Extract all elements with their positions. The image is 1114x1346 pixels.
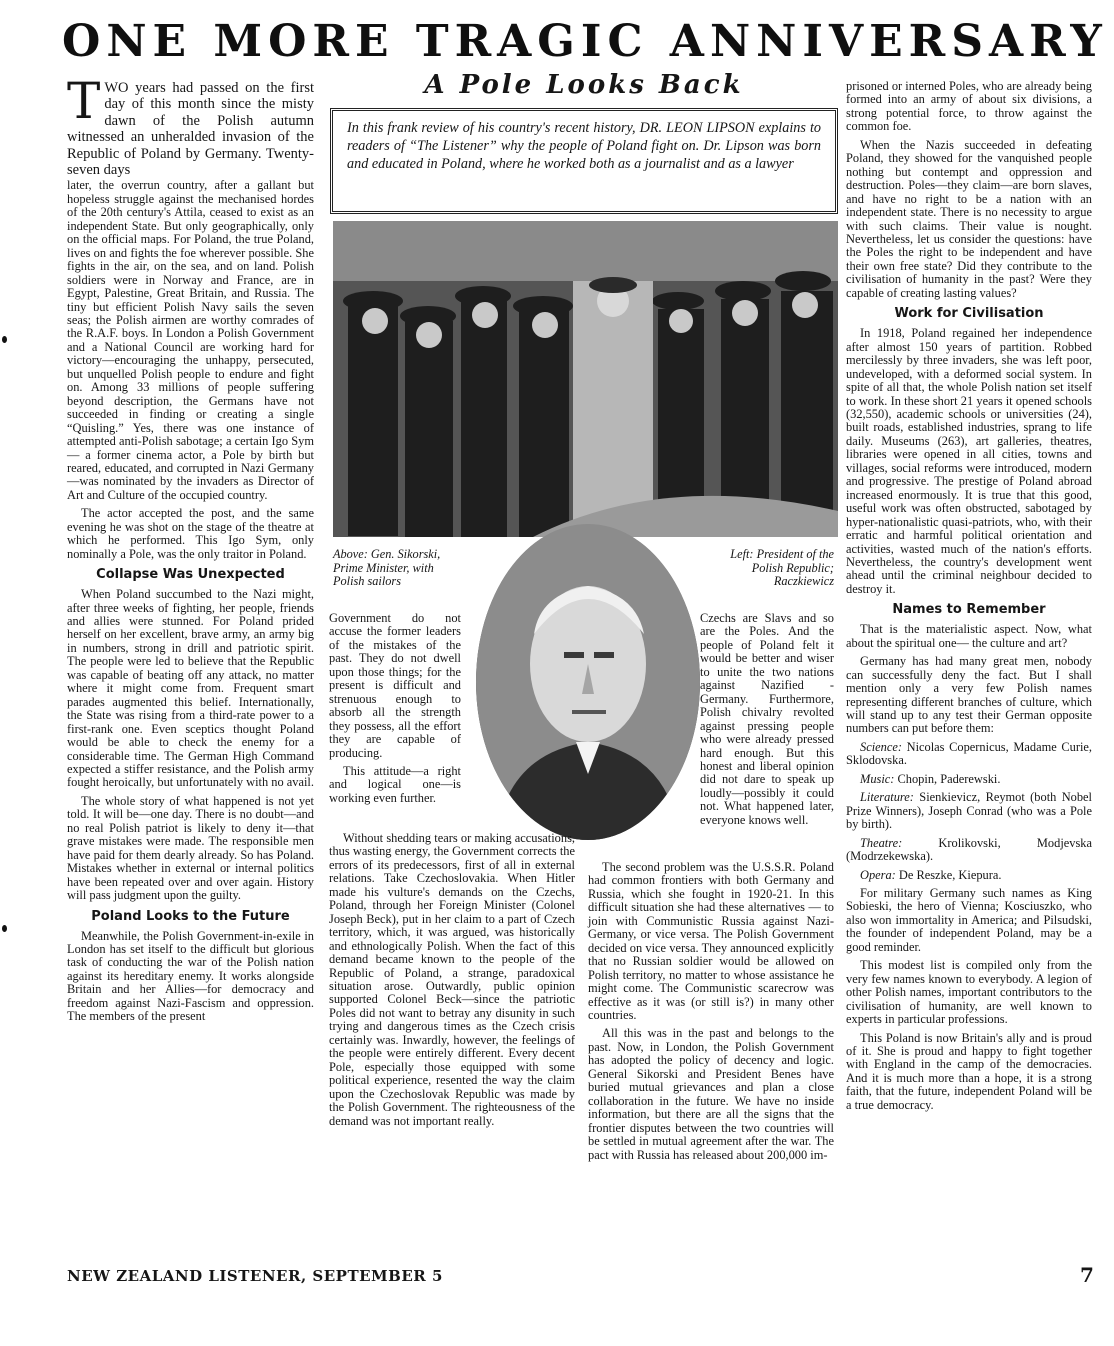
column-4 bbox=[846, 80, 1092, 1117]
paragraph: The second problem was the U.S.S.R. Poland had common frontiers with both Germany and Russia, which she fought in 1920-21. In this difficult situation she had these alternatives — to join with Communistic Russia against Nazi-Germany, or vice versa. The Polish Government decided on vice versa. They announced explicitly that no Russian soldier would be allowed on Polish territory, no matter to whose assistance he might come. The Communistic scarecrow was effective as it was (or still is?) in many other countries. bbox=[588, 860, 834, 1022]
article-subtitle: A Pole Looks Back bbox=[424, 70, 744, 100]
caption-president: Left: President of the Polish Republic; Raczkiewicz bbox=[730, 547, 834, 588]
section-heading: Poland Looks to the Future bbox=[91, 908, 290, 924]
paragraph: When Poland succumbed to the Nazi might, after three weeks of fighting, her people, friends and allies were stunned. For Poland prided herself on her excellent, brave army, an army big in numbers, strong in drill and patriotic spirit. The people were led to believe that the Republic was capable of beating off any attack, no matter where it might come from. Frequent smart parades augmented this belief. Internationally, the State was rising from a third-rate power to a first-rank one. Even sceptics thought Poland would be able to check the enemy for a considerable time. The German High Command expected a stiffer resistance, and the Polish army fought heroically, but unfortunately with no avail. bbox=[67, 587, 314, 790]
column-2 bbox=[329, 832, 575, 1133]
sailors-photo bbox=[333, 221, 838, 537]
drop-cap: T bbox=[67, 72, 101, 130]
paragraph: Meanwhile, the Polish Government-in-exile in London has set itself to the difficult but glorious task of conducting the war of the Polish nation against its hereditary enemy. It works alongside Britain and her Allies—for democracy and freedom against Nazi-Fascism and oppression. The members of the present bbox=[67, 928, 314, 1024]
section-heading: Work for Civilisation bbox=[894, 306, 1044, 322]
portrait-illustration bbox=[476, 524, 700, 840]
margin-mark bbox=[2, 925, 7, 932]
names-science: Science: Nicolas Copernicus, Madame Curie, Sklodovska. bbox=[846, 739, 1092, 768]
names-music: Music: Chopin, Paderewski. bbox=[860, 771, 1001, 786]
footer-publication: NEW ZEALAND LISTENER, SEPTEMBER 5 bbox=[67, 1267, 443, 1285]
intro-text: In this frank review of his country's recent history, DR. LEON LIPSON explains to readers of “The Listener” why the people of Poland fight on. Dr. Lipson was born and educated in Poland, where he worked both as a journalist and as a lawyer bbox=[347, 120, 821, 172]
paragraph: Without shedding tears or making accusations, thus wasting energy, the Government corrects the errors of its predecessors, first of all in external relations. Take Czechoslovakia. When Hitler made his vulture's demands on the Czechs, Poland, through her Foreign Minister (Colonel Joseph Beck), put in her claim to a part of Czech territory, which, it was argued, was historically and ethnologically Polish. When the fact of this demand became known to the people of the Republic of Poland, a strange, paradoxical situation arose. Outwardly, public opinion supported Colonel Beck—since the patriotic Poles did not want to betray any disunity in such trying and dangerous times as the Czech crisis certainly was. Inwardly, however, the feelings of the people were entirely different. Every decent Pole, especially those equipped with some political experience, resented the way the claim upon the Czechoslovak Republic was made by the Polish Government. The righteousness of the demand was not important really. bbox=[329, 831, 575, 1128]
column-1 bbox=[67, 72, 314, 1029]
names-literature: Literature: Sienkievicz, Reymot (both Nobel Prize Winners), Joseph Conrad (who was a Pole by birth). bbox=[846, 790, 1092, 832]
names-theatre: Theatre: Krolikovski, Modjevska (Modrzekewska). bbox=[846, 835, 1092, 864]
paragraph: That is the materialistic aspect. Now, what about the spiritual one— the culture and art? bbox=[846, 622, 1092, 650]
sailors-photo-illustration bbox=[333, 221, 838, 537]
caption-sailors: Above: Gen. Sikorski, Prime Minister, with Polish sailors bbox=[333, 547, 441, 588]
names-opera: Opera: De Reszke, Kiepura. bbox=[860, 867, 1002, 882]
paragraph: Government do not accuse the former leaders of the mistakes of the past. They do not dwell upon those things; for the present is difficult and strenuous enough to absorb all the strength they possess, all the effort they are capable of producing. bbox=[329, 611, 461, 760]
margin-mark bbox=[2, 336, 7, 343]
page-number: 7 bbox=[1080, 1263, 1094, 1287]
paragraph: In 1918, Poland regained her independence after almost 150 years of partition. Robbed mercilessly by three invaders, she was left poor, undeveloped, with a deformed social system. In spite of all that, the whole Polish nation set itself to work. In these short 21 years it opened schools (32,550), academic schools or universities (24), built roads, established industries, sprang to life daily. Museums (263), art galleries, theatres, libraries were opened in all cities, towns and villages, social reforms were introduced, modern and progressive. The prestige of Poland abroad increased enormously. It is true that this good, useful work was often obstructed, sabotaged by hyper-nationalistic quasi-patriots, who, with their erratic and harmful political orientation and activities, wasted much of the nation's efforts. Nevertheless, the country's development went ahead until the criminal neighbour decided to destroy it. bbox=[846, 326, 1092, 596]
column-2-upper bbox=[329, 612, 461, 810]
paragraph: This attitude—a right and logical one—is working even further. bbox=[329, 763, 461, 805]
paragraph: Czechs are Slavs and so are the Poles. And the people of Poland felt it would be better and wiser to unite the two nations against Nazified - Germany. Furthermore, Polish chivalry revolted against pressing people who were already pressed hard enough. But this honest and liberal opinion did not dare to speak up loudly—possibly it could not. What happened later, everyone knows well. bbox=[700, 611, 834, 827]
paragraph: later, the overrun country, after a gallant but hopeless struggle against the mechanised hordes of the 20th century's Attila, ceased to exist as an independent State. But only geographically, only on the official maps. For Poland, the true Poland, lives on and fights the foe wherever possible. She fights in the air, on the sea, and on land. Polish soldiers were in Norway and France, are in Egypt, Palestine, Great Britain, and Russia. The tiny but efficient Polish Navy sails the seven seas; the Polish airmen are worthy comrades of the R.A.F. boys. In London a Polish Government and a National Council are working hard for victory—encouraging the unhappy, persecuted, but unquelled Polish people to endure and fight on. Among 33 millions of people suffering beyond description, the Germans have not succeeded in finding or creating a single “Quisling.” Yes, there was one instance of attempted anti-Polish sabotage; a certain Igo Sym — a former cinema actor, a Pole by birth but reared, educated, and corrupted in Nazi Germany—was nominated by the invaders as Director of Art and Culture of the occupied country. bbox=[67, 178, 314, 502]
paragraph: The whole story of what happened is not yet told. It will be—one day. There is no doubt—and no real Polish patriot is likely to deny it—that grave mistakes were made. The responsible men have paid for them dearly already. So has Poland. Mistakes whether in external or internal politics have been repeated over and over again. History will pass judgment upon the guilty. bbox=[67, 793, 314, 903]
paragraph: prisoned or interned Poles, who are already being formed into an army of about six divisions, a strong potential force, to throw against the common foe. bbox=[846, 79, 1092, 134]
section-heading: Collapse Was Unexpected bbox=[96, 567, 285, 583]
lead-paragraph: TWO years had passed on the first day of this month since the misty dawn of the Polish autumn witnessed an unheralded invasion of the Republic of Poland by Germany. Twenty-seven days bbox=[67, 72, 314, 179]
column-3-lower bbox=[588, 861, 834, 1167]
paragraph: The actor accepted the post, and the same evening he was shot on the stage of the theatre at which he performed. This Igo Sym, only nominally a Pole, was the only traitor in Poland. bbox=[67, 506, 314, 561]
section-heading: Names to Remember bbox=[892, 602, 1046, 618]
page-title: ONE MORE TRAGIC ANNIVERSARY bbox=[62, 16, 1108, 67]
paragraph: When the Nazis succeeded in defeating Poland, they showed for the vanquished people nothing but contempt and oppression and destruction. Poles—they claim—are born slaves, and have no right to be a nation with an independent state. There is no necessity to argue with such claims. Their value is nought. Nevertheless, let us consider the questions: have the Poles the right to be independent and have their own free state? Did they contribute to the civilisation of humanity in the past? Were they capable of creating lasting values? bbox=[846, 137, 1092, 300]
column-3 bbox=[700, 612, 834, 832]
paragraph: For military Germany such names as King Sobieski, the hero of Vienna; Kosciuszko, who also won immortality in America; and Pilsudski, the founder of independent Poland, may be a good reminder. bbox=[846, 886, 1092, 954]
paragraph: This Poland is now Britain's ally and is proud of it. She is proud and happy to fight together with England in the camp of the democracies. And it is much more than a hope, it is a strong faith, that the future, independent Poland will be a true democracy. bbox=[846, 1030, 1092, 1112]
paragraph: All this was in the past and belongs to the past. Now, in London, the Polish Government has adopted the policy of decency and logic. General Sikorski and President Benes have buried mutual grievances and plan a close collaboration in the future. We have no inside information, but there are all the signs that the frontier disputes between the two countries will be settled in mutual agreement after the war. The pact with Russia has released about 200,000 im- bbox=[588, 1026, 834, 1162]
president-portrait bbox=[476, 524, 700, 840]
intro-box bbox=[330, 108, 838, 214]
paragraph: Germany has had many great men, nobody can successfully deny the fact. But I shall mention only a very few Polish names representing different branches of culture, which will stand up to any test their German opposite numbers can put before them: bbox=[846, 654, 1092, 736]
paragraph: This modest list is compiled only from the very few names known to everybody. A legion of other Polish names, important contributors to the civilisation of humanity, are well known to experts in particular professions. bbox=[846, 958, 1092, 1027]
